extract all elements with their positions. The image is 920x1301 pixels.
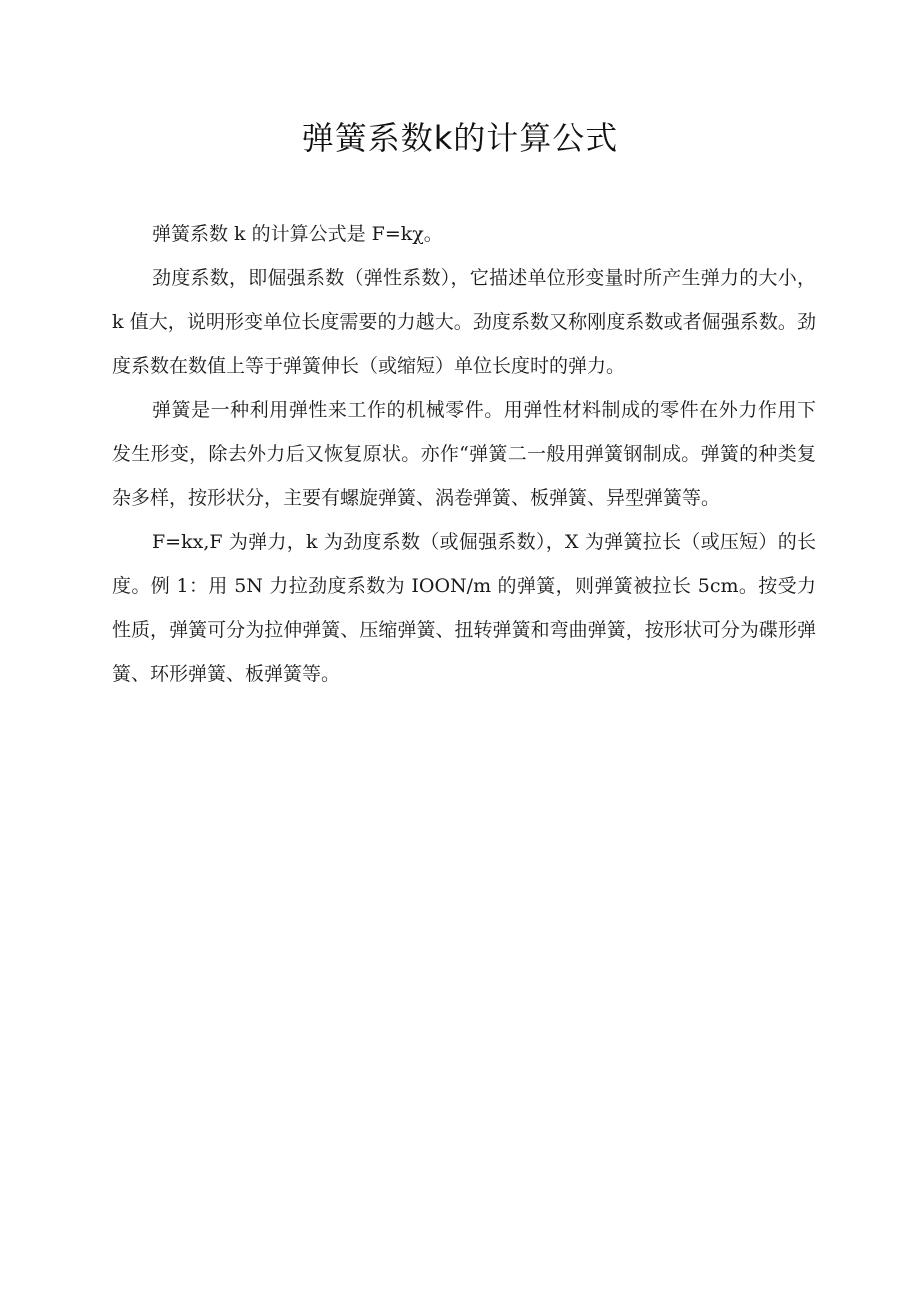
paragraph-example: F=kx,F 为弹力，k 为劲度系数（或倔强系数），X 为弹簧拉长（或压短）的长度。例 1：用 5N 力拉劲度系数为 IOON/m 的弹簧，则弹簧被拉长 5cm。按受力性质，弹簧可分为拉伸弹簧、压缩弹簧、扭转弹簧和弯曲弹簧，按形状可分为碟形弹簧、环形弹簧、板弹簧等。 (112, 531, 816, 685)
document-body (112, 212, 816, 696)
document-title: 弹簧系数k的计算公式 (301, 119, 619, 157)
paragraph-spring-description: 弹簧是一种利用弹性来工作的机械零件。用弹性材料制成的零件在外力作用下发生形变，除去外力后又恢复原状。亦作“弹簧二一般用弹簧钢制成。弹簧的种类复杂多样，按形状分，主要有螺旋弹簧、涡卷弹簧、板弹簧、异型弹簧等。 (112, 399, 816, 509)
paragraph-formula: 弹簧系数 k 的计算公式是 F=kχ。 (152, 223, 443, 245)
paragraph-stiffness-definition: 劲度系数，即倔强系数（弹性系数），它描述单位形变量时所产生弹力的大小，k 值大，说明形变单位长度需要的力越大。劲度系数又称刚度系数或者倔强系数。劲度系数在数值上等于弹簧伸长（或缩短）单位长度时的弹力。 (112, 267, 816, 377)
